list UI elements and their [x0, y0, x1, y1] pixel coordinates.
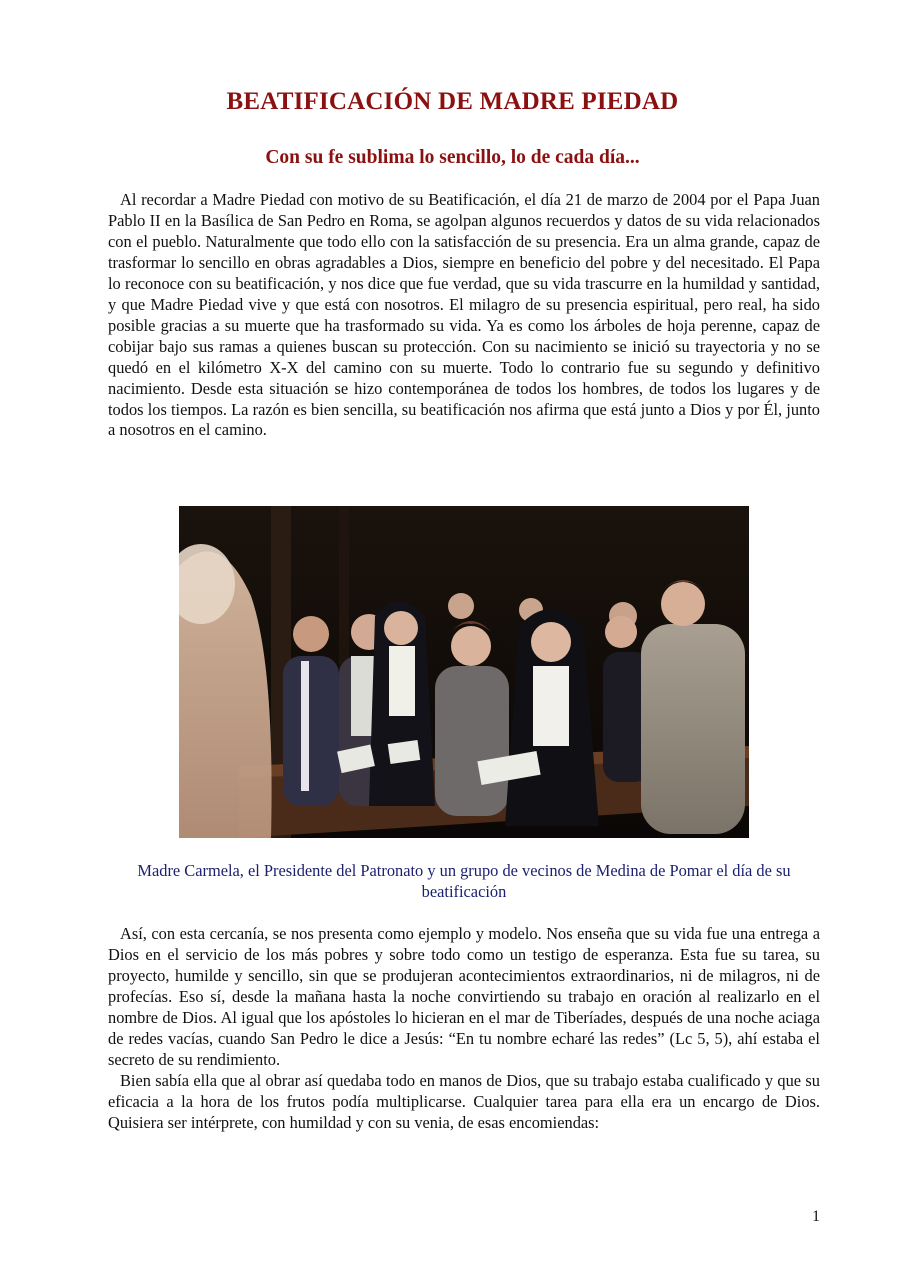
group-photo — [179, 506, 749, 838]
paragraph-1: Al recordar a Madre Piedad con motivo de su Beatificación, el día 21 de marzo de 2004 por el Papa Juan Pablo II en la Basílica de San Pedro en Roma, se agolpan algunos recuerdos y datos de su vida relacionados con el pueblo. Naturalmente que todo ello con la satisfacción de su presencia. Era un alma grande, capaz de trasformar lo sencillo en obras agradables a Dios, siempre en beneficio del pobre y del necesitado. El Papa lo reconoce con su beatificación, y nos dice que fue verdad, que su vida trascurre en la humildad y santidad, y que Madre Piedad vive y que está con nosotros. El milagro de su presencia espiritual, pero real, ha sido posible gracias a su muerte que ha trasformado su vida. Ya es como los árboles de hoja perenne, capaz de cobijar bajo sus ramas a quienes buscan su protección. Con su nacimiento se inició su trayectoria y no se quedó en el kilómetro X-X del camino con su muerte. Todo lo contrario fue su segundo y definitivo nacimiento. Desde esta situación se hizo contemporánea de todos los hombres, de todos los lugares y de todos los tiempos. La razón es bien sencilla, su beatificación nos afirma que está junto a Dios y por Él, junto a nosotros en el camino. — [108, 190, 820, 440]
page-number: 1 — [812, 1208, 820, 1225]
body-section-1 — [108, 190, 820, 441]
paragraph-2: Así, con esta cercanía, se nos presenta como ejemplo y modelo. Nos enseña que su vida fue una entrega a Dios en el servicio de los más pobres y sobre todo como un testigo de esperanza. Esta fue su tarea, su proyecto, humilde y sencillo, sin que se produjeran acontecimientos extraordinarios, ni de milagros, ni de profecías. Eso sí, desde la mañana hasta la noche convirtiendo su trabajo en oración al realizarlo en el nombre de Dios. Al igual que los apóstoles lo hicieran en el mar de Tiberíades, después de una noche aciaga de redes vacías, cuando San Pedro le dice a Jesús: “En tu nombre echaré las redes” (Lc 5, 5), ahí estaba el secreto de su rendimiento. — [108, 924, 820, 1069]
document-title: BEATIFICACIÓN DE MADRE PIEDAD — [226, 88, 679, 115]
body-section-2 — [108, 924, 820, 1134]
photo-caption: Madre Carmela, el Presidente del Patronato y un grupo de vecinos de Medina de Pomar el día de su beatificación — [137, 861, 791, 901]
document-subtitle: Con su fe sublima lo sencillo, lo de cada día... — [265, 147, 640, 168]
paragraph-3: Bien sabía ella que al obrar así quedaba todo en manos de Dios, que su trabajo estaba cualificado y que su eficacia a la hora de los frutos podía multiplicarse. Cualquier tarea para ella era un encargo de Dios. Quisiera ser intérprete, con humildad y con su venia, de esas encomiendas: — [108, 1070, 820, 1132]
group-photo-illustration — [179, 506, 749, 838]
